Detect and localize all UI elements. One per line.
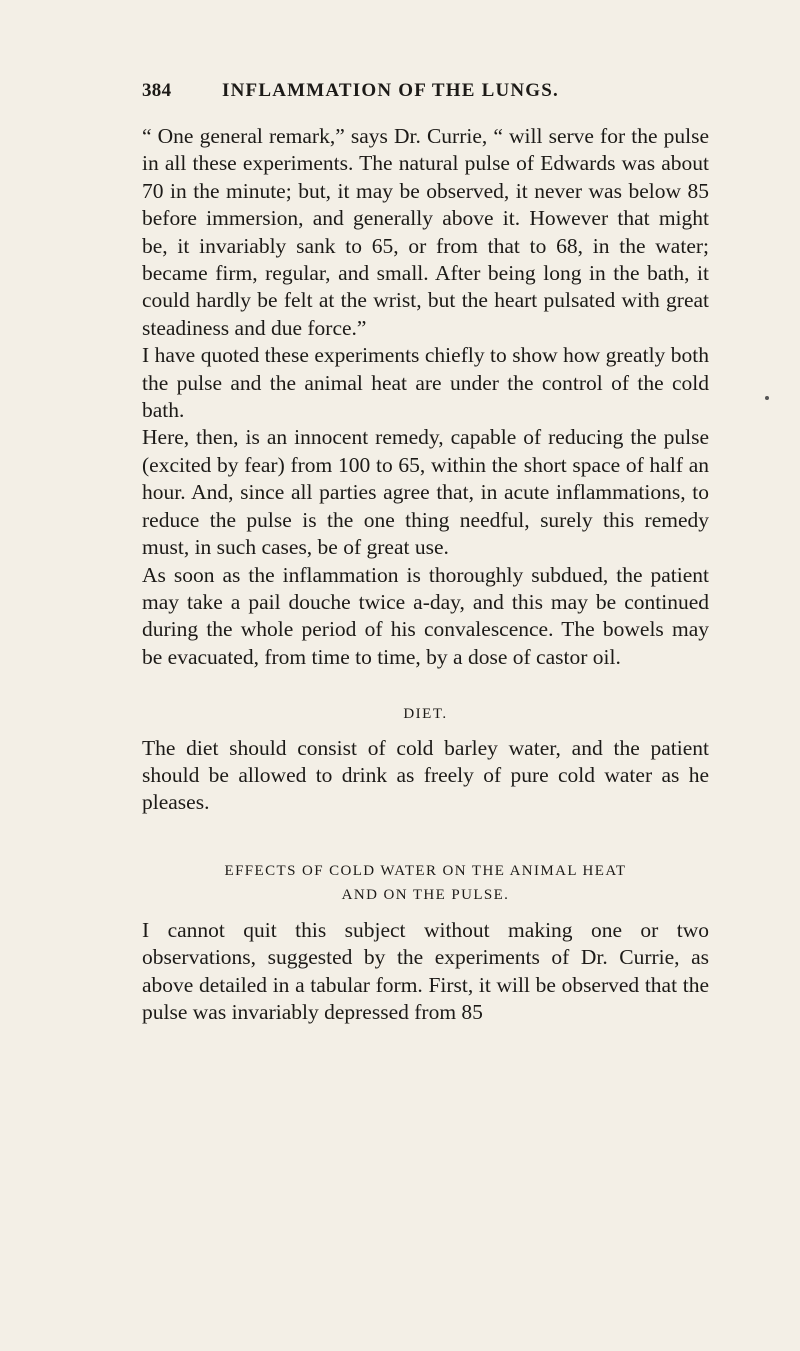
section-heading-effects-line1: EFFECTS OF COLD WATER ON THE ANIMAL HEAT — [224, 862, 627, 879]
body-text — [142, 123, 709, 1026]
paragraph-innocent-remedy: Here, then, is an innocent remedy, capable of reducing the pulse (excited by fear) from 100 to 65, within the short space of half an hour. And, since all parties agree that, in acute inflammations, to reduce the pulse is the one thing needful, surely this remedy must, in such cases, be of great use. — [142, 425, 709, 560]
section-heading-effects-line2: AND ON THE PULSE. — [341, 886, 510, 903]
paragraph-convalescence: As soon as the inflammation is thoroughly subdued, the patient may take a pail douche twice a-day, and this may be continued during the whole period of his convalescence. The bowels may be evacuated, from time to time, by a dose of castor oil. — [142, 562, 709, 669]
paragraph-quoted-experiments: I have quoted these experiments chiefly to show how greatly both the pulse and the animal heat are under the control of the cold bath. — [142, 343, 709, 423]
paragraph-currie-quote: “ One general remark,” says Dr. Currie, “ will serve for the pulse in all these experiments. The natural pulse of Edwards was about 70 in the minute; but, it may be observed, it never was below 85 before immersion, and generally above it. However that might be, it invariably sank to 65, or from that to 68, in the water; became firm, regular, and small. After being long in the bath, it could hardly be felt at the wrist, but the heart pulsated with great steadiness and due force.” — [142, 124, 709, 340]
running-title: INFLAMMATION OF THE LUNGS. — [222, 80, 559, 101]
margin-speck — [765, 396, 769, 400]
section-heading-diet: DIET. — [403, 706, 448, 723]
paragraph-effects: I cannot quit this subject without making one or two observations, suggested by the experiments of Dr. Currie, as above detailed in a tabular form. First, it will be observed that the pulse was invariably depressed from 85 — [142, 917, 709, 1024]
paragraph-diet: The diet should consist of cold barley water, and the patient should be allowed to drink as freely of pure cold water as he pleases. — [142, 735, 709, 815]
page-header — [142, 80, 702, 110]
section-heading-effects — [142, 859, 709, 907]
page-number: 384 — [142, 80, 172, 101]
